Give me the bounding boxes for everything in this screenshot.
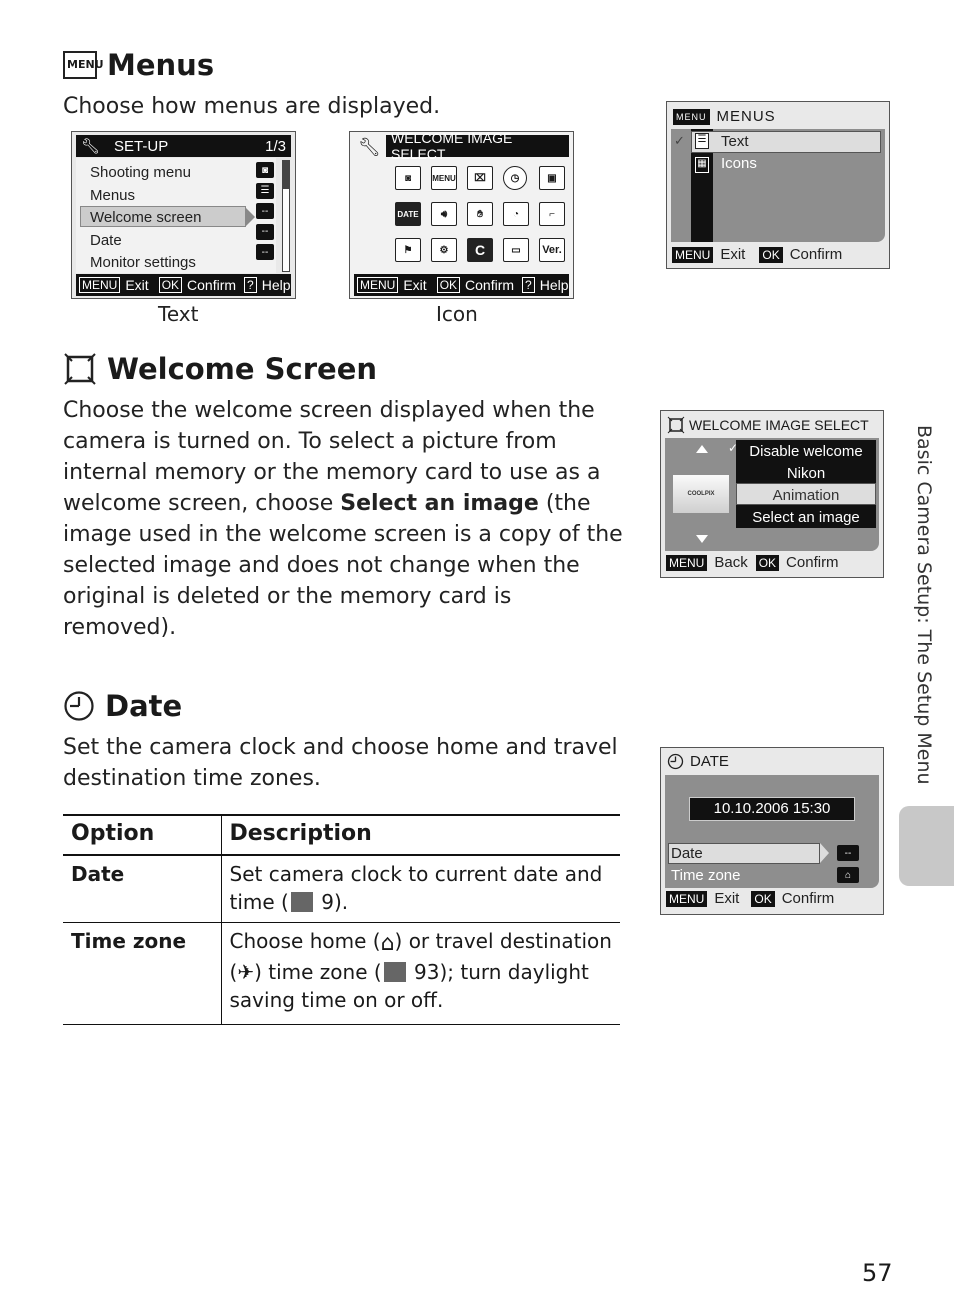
welcome-option[interactable]: Animation <box>772 487 840 504</box>
table-header-row <box>63 815 620 855</box>
date-options-table <box>63 814 620 1025</box>
desc-text: Choose home ( <box>229 929 381 953</box>
setup-screen-page: 1/3 <box>265 137 286 155</box>
setup-screen-title: SET-UP <box>114 137 169 155</box>
icon-screen-titlebar <box>386 130 569 162</box>
clock-icon[interactable]: ◷ <box>503 166 527 190</box>
confirm-label: Confirm <box>789 246 843 263</box>
confirm-label: Confirm <box>786 554 839 571</box>
menu-key-icon: MENU <box>79 277 120 293</box>
format-icon[interactable]: ⌐ <box>539 202 565 226</box>
wrench-icon: 🔧︎ <box>358 137 381 157</box>
menu-key-icon: MENU <box>666 891 707 907</box>
welcome-heading <box>63 352 377 386</box>
reset-icon[interactable]: C <box>467 238 493 262</box>
date-value: -- <box>837 845 859 861</box>
date-row-timezone[interactable]: Time zone <box>671 867 741 884</box>
table-cell-description <box>221 855 620 923</box>
table-row <box>63 923 620 1025</box>
scrollbar[interactable] <box>282 160 290 272</box>
exit-label: Exit <box>714 890 740 907</box>
icon-screen-title: WELCOME IMAGE SELECT <box>391 130 513 162</box>
hand-icon[interactable]: ✋︎ <box>467 202 493 226</box>
icon-screen-footer <box>354 274 569 296</box>
menu-icon[interactable]: MENU <box>431 166 457 190</box>
date-intro: Set the camera clock and choose home and travel destination time zones. <box>63 735 618 791</box>
sidebar-section-title: Basic Camera Setup: The Setup Menu <box>913 425 935 785</box>
desc-text: ) or travel destination ( <box>229 929 612 984</box>
firmware-version-icon[interactable]: Ver. <box>539 238 565 262</box>
clock-icon <box>63 690 95 722</box>
exit-label: Exit <box>403 277 427 293</box>
ok-key-icon: OK <box>759 247 782 263</box>
setup-screen <box>71 131 296 299</box>
menus-intro: Choose how menus are displayed. <box>63 94 441 119</box>
arrow-up-icon[interactable] <box>696 445 708 453</box>
home-icon: ⌂ <box>380 931 395 956</box>
ok-key-icon: OK <box>437 277 460 293</box>
arrow-down-icon[interactable] <box>696 535 708 543</box>
language-flag-icon[interactable]: ⚑ <box>395 238 421 262</box>
menu-icon: MENU <box>673 109 710 125</box>
ok-key-icon: OK <box>159 277 182 293</box>
welcome-body-pre: Choose the welcome screen displayed when the camera is turned on. To select a picture from internal memory or the memory card to use as a welcome screen, choose <box>63 398 601 516</box>
camera-icon[interactable]: ◙ <box>395 166 421 190</box>
setup-item[interactable]: Shooting menu <box>90 164 191 181</box>
welcome-select-title <box>667 416 869 434</box>
caption-icon: Icon <box>436 302 478 326</box>
datetime-display: 10.10.2006 15:30 <box>689 797 855 821</box>
sound-icon[interactable]: 🔊︎ <box>431 202 457 226</box>
welcome-screen-icon <box>667 416 685 434</box>
menus-screen-title-text: MENUS <box>716 108 776 125</box>
clock-icon <box>667 753 684 770</box>
setup-value: -- <box>256 244 274 260</box>
table-cell-option: Date <box>63 855 221 923</box>
welcome-select-title-text: WELCOME IMAGE SELECT <box>689 417 869 433</box>
back-label: Back <box>714 554 748 571</box>
arrow-right-icon <box>246 208 255 226</box>
setup-value: -- <box>256 203 274 219</box>
date-row-date[interactable]: Date <box>671 845 703 862</box>
menus-heading <box>63 48 214 82</box>
home-icon: ⌂ <box>837 867 859 883</box>
setup-footer <box>76 274 291 296</box>
camera-icon: ◙ <box>256 162 274 178</box>
battery-icon[interactable]: ▭ <box>503 238 529 262</box>
text-list-icon: ☰ <box>695 133 709 149</box>
welcome-heading-text: Welcome Screen <box>107 352 378 386</box>
welcome-thumbnail: COOLPIX <box>673 475 729 513</box>
date-screen-title-text: DATE <box>690 753 729 770</box>
reference-icon <box>384 962 406 982</box>
setup-screen-titlebar <box>76 135 291 157</box>
setup-item[interactable]: Monitor settings <box>90 254 196 271</box>
table-cell-option: Time zone <box>63 923 221 1025</box>
menu-key-icon: MENU <box>666 555 707 571</box>
auto-off-icon[interactable]: ◔ <box>503 202 529 226</box>
icon-screen <box>349 131 574 299</box>
desc-text: 93); turn daylight saving time on or off. <box>229 960 589 1012</box>
desc-text: ) time zone ( <box>254 960 382 984</box>
exit-label: Exit <box>720 246 746 263</box>
welcome-screen-icon <box>63 352 97 386</box>
menus-option-icons[interactable]: Icons <box>721 155 757 172</box>
icons-grid-icon: ▦ <box>695 157 709 173</box>
caption-text: Text <box>158 302 199 326</box>
setup-value-column <box>256 162 274 260</box>
welcome-option[interactable]: Select an image <box>752 509 860 526</box>
welcome-body-bold: Select an image <box>340 491 539 516</box>
setup-item[interactable]: Welcome screen <box>90 209 202 226</box>
date-heading <box>63 689 182 723</box>
welcome-select-screen <box>660 410 884 578</box>
date-screen-title <box>667 753 729 770</box>
help-label: Help <box>539 277 569 293</box>
setup-item[interactable]: Menus <box>90 186 136 204</box>
arrow-right-icon <box>820 843 829 863</box>
table-header: Description <box>229 821 372 846</box>
reference-icon <box>291 892 313 912</box>
check-icon: ✓ <box>728 441 739 455</box>
date-imprint-icon[interactable]: DATE <box>395 202 421 226</box>
help-label: Help <box>261 277 291 293</box>
confirm-label: Confirm <box>781 890 835 907</box>
date-screen <box>660 747 884 915</box>
ok-key-icon: OK <box>751 891 774 907</box>
date-screen-footer <box>666 890 834 907</box>
menus-screen <box>666 101 890 269</box>
welcome-body-post: (the image used in the welcome screen is a copy of the selected image and does not change when the original is deleted or the memory card is removed). <box>63 491 623 640</box>
welcome-options <box>736 441 876 529</box>
wrench-icon: 🔧︎ <box>81 138 101 155</box>
menus-option-text[interactable]: Text <box>721 133 749 150</box>
desc-text: 9). <box>314 890 349 914</box>
welcome-option[interactable]: Disable welcome <box>749 443 863 460</box>
welcome-body <box>63 395 628 643</box>
check-icon: ✓ <box>674 133 685 148</box>
menu-icon: MENU <box>63 51 97 79</box>
menus-heading-text: Menus <box>107 48 215 82</box>
menus-screen-footer <box>672 246 842 263</box>
exit-label: Exit <box>125 277 149 293</box>
confirm-label: Confirm <box>187 277 237 293</box>
menus-screen-title <box>673 108 776 125</box>
date-heading-text: Date <box>105 689 183 723</box>
sidebar-tab <box>899 806 954 886</box>
menu-key-icon: MENU <box>672 247 713 263</box>
ok-key-icon: OK <box>756 555 779 571</box>
table-row <box>63 855 620 923</box>
setup-items <box>90 162 201 275</box>
menus-option-highlight <box>691 131 881 153</box>
page-number: 57 <box>862 1259 893 1287</box>
welcome-screen-icon[interactable]: ⌧ <box>467 166 493 190</box>
desc-text: Set camera clock to current date and time ( <box>229 862 603 914</box>
airplane-icon: ✈ <box>237 960 255 984</box>
confirm-label: Confirm <box>465 277 515 293</box>
welcome-select-footer <box>666 554 839 571</box>
monitor-icon[interactable]: ▣ <box>539 166 565 190</box>
menu-list-icon: ☰ <box>256 183 274 199</box>
menu-key-icon: MENU <box>357 277 398 293</box>
setup-item[interactable]: Date <box>90 231 122 249</box>
setup-value: -- <box>256 224 274 240</box>
table-cell-description <box>221 923 620 1025</box>
interface-icon[interactable]: ⚙ <box>431 238 457 262</box>
help-key-icon: ? <box>522 277 535 293</box>
scrollbar-thumb[interactable] <box>283 161 289 189</box>
welcome-option[interactable]: Nikon <box>786 465 826 482</box>
help-key-icon: ? <box>244 277 257 293</box>
table-header: Option <box>63 815 221 855</box>
